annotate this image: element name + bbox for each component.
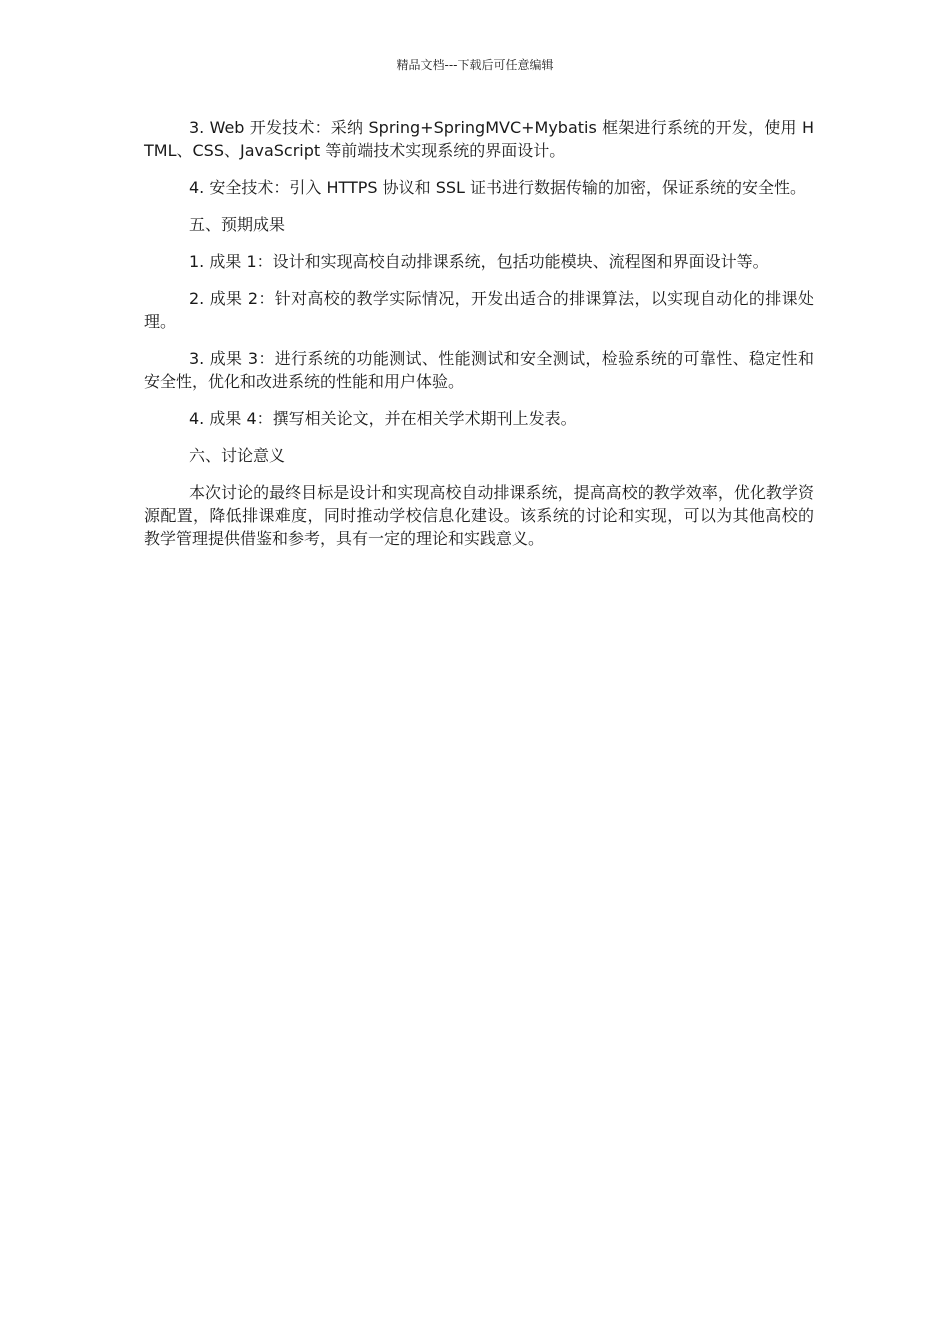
paragraph-result-1: 1. 成果 1：设计和实现高校自动排课系统，包括功能模块、流程图和界面设计等。 (189, 252, 769, 271)
paragraph-web-tech: 3. Web 开发技术：采纳 Spring+SpringMVC+Mybatis 框架进行系统的开发，使用 HTML、CSS、JavaScript 等前端技术实现系统的界面设计。 (144, 118, 814, 160)
paragraph-result-3: 3. 成果 3：进行系统的功能测试、性能测试和安全测试，检验系统的可靠性、稳定性和安全性，优化和改进系统的性能和用户体验。 (144, 349, 814, 391)
paragraph-significance: 本次讨论的最终目标是设计和实现高校自动排课系统，提高高校的教学效率，优化教学资源配置，降低排课难度，同时推动学校信息化建设。该系统的讨论和实现，可以为其他高校的教学管理提供借鉴和参考，具有一定的理论和实践意义。 (144, 483, 814, 548)
section-heading-significance: 六、讨论意义 (189, 446, 286, 465)
paragraph-security-tech: 4. 安全技术：引入 HTTPS 协议和 SSL 证书进行数据传输的加密，保证系统的安全性。 (189, 178, 807, 197)
document-body (144, 116, 814, 564)
section-heading-expected-results: 五、预期成果 (189, 215, 286, 234)
paragraph-result-2: 2. 成果 2：针对高校的教学实际情况，开发出适合的排课算法，以实现自动化的排课处理。 (144, 289, 814, 331)
paragraph-result-4: 4. 成果 4：撰写相关论文，并在相关学术期刊上发表。 (189, 409, 577, 428)
page-header: 精品文档---下载后可任意编辑 (396, 58, 554, 72)
